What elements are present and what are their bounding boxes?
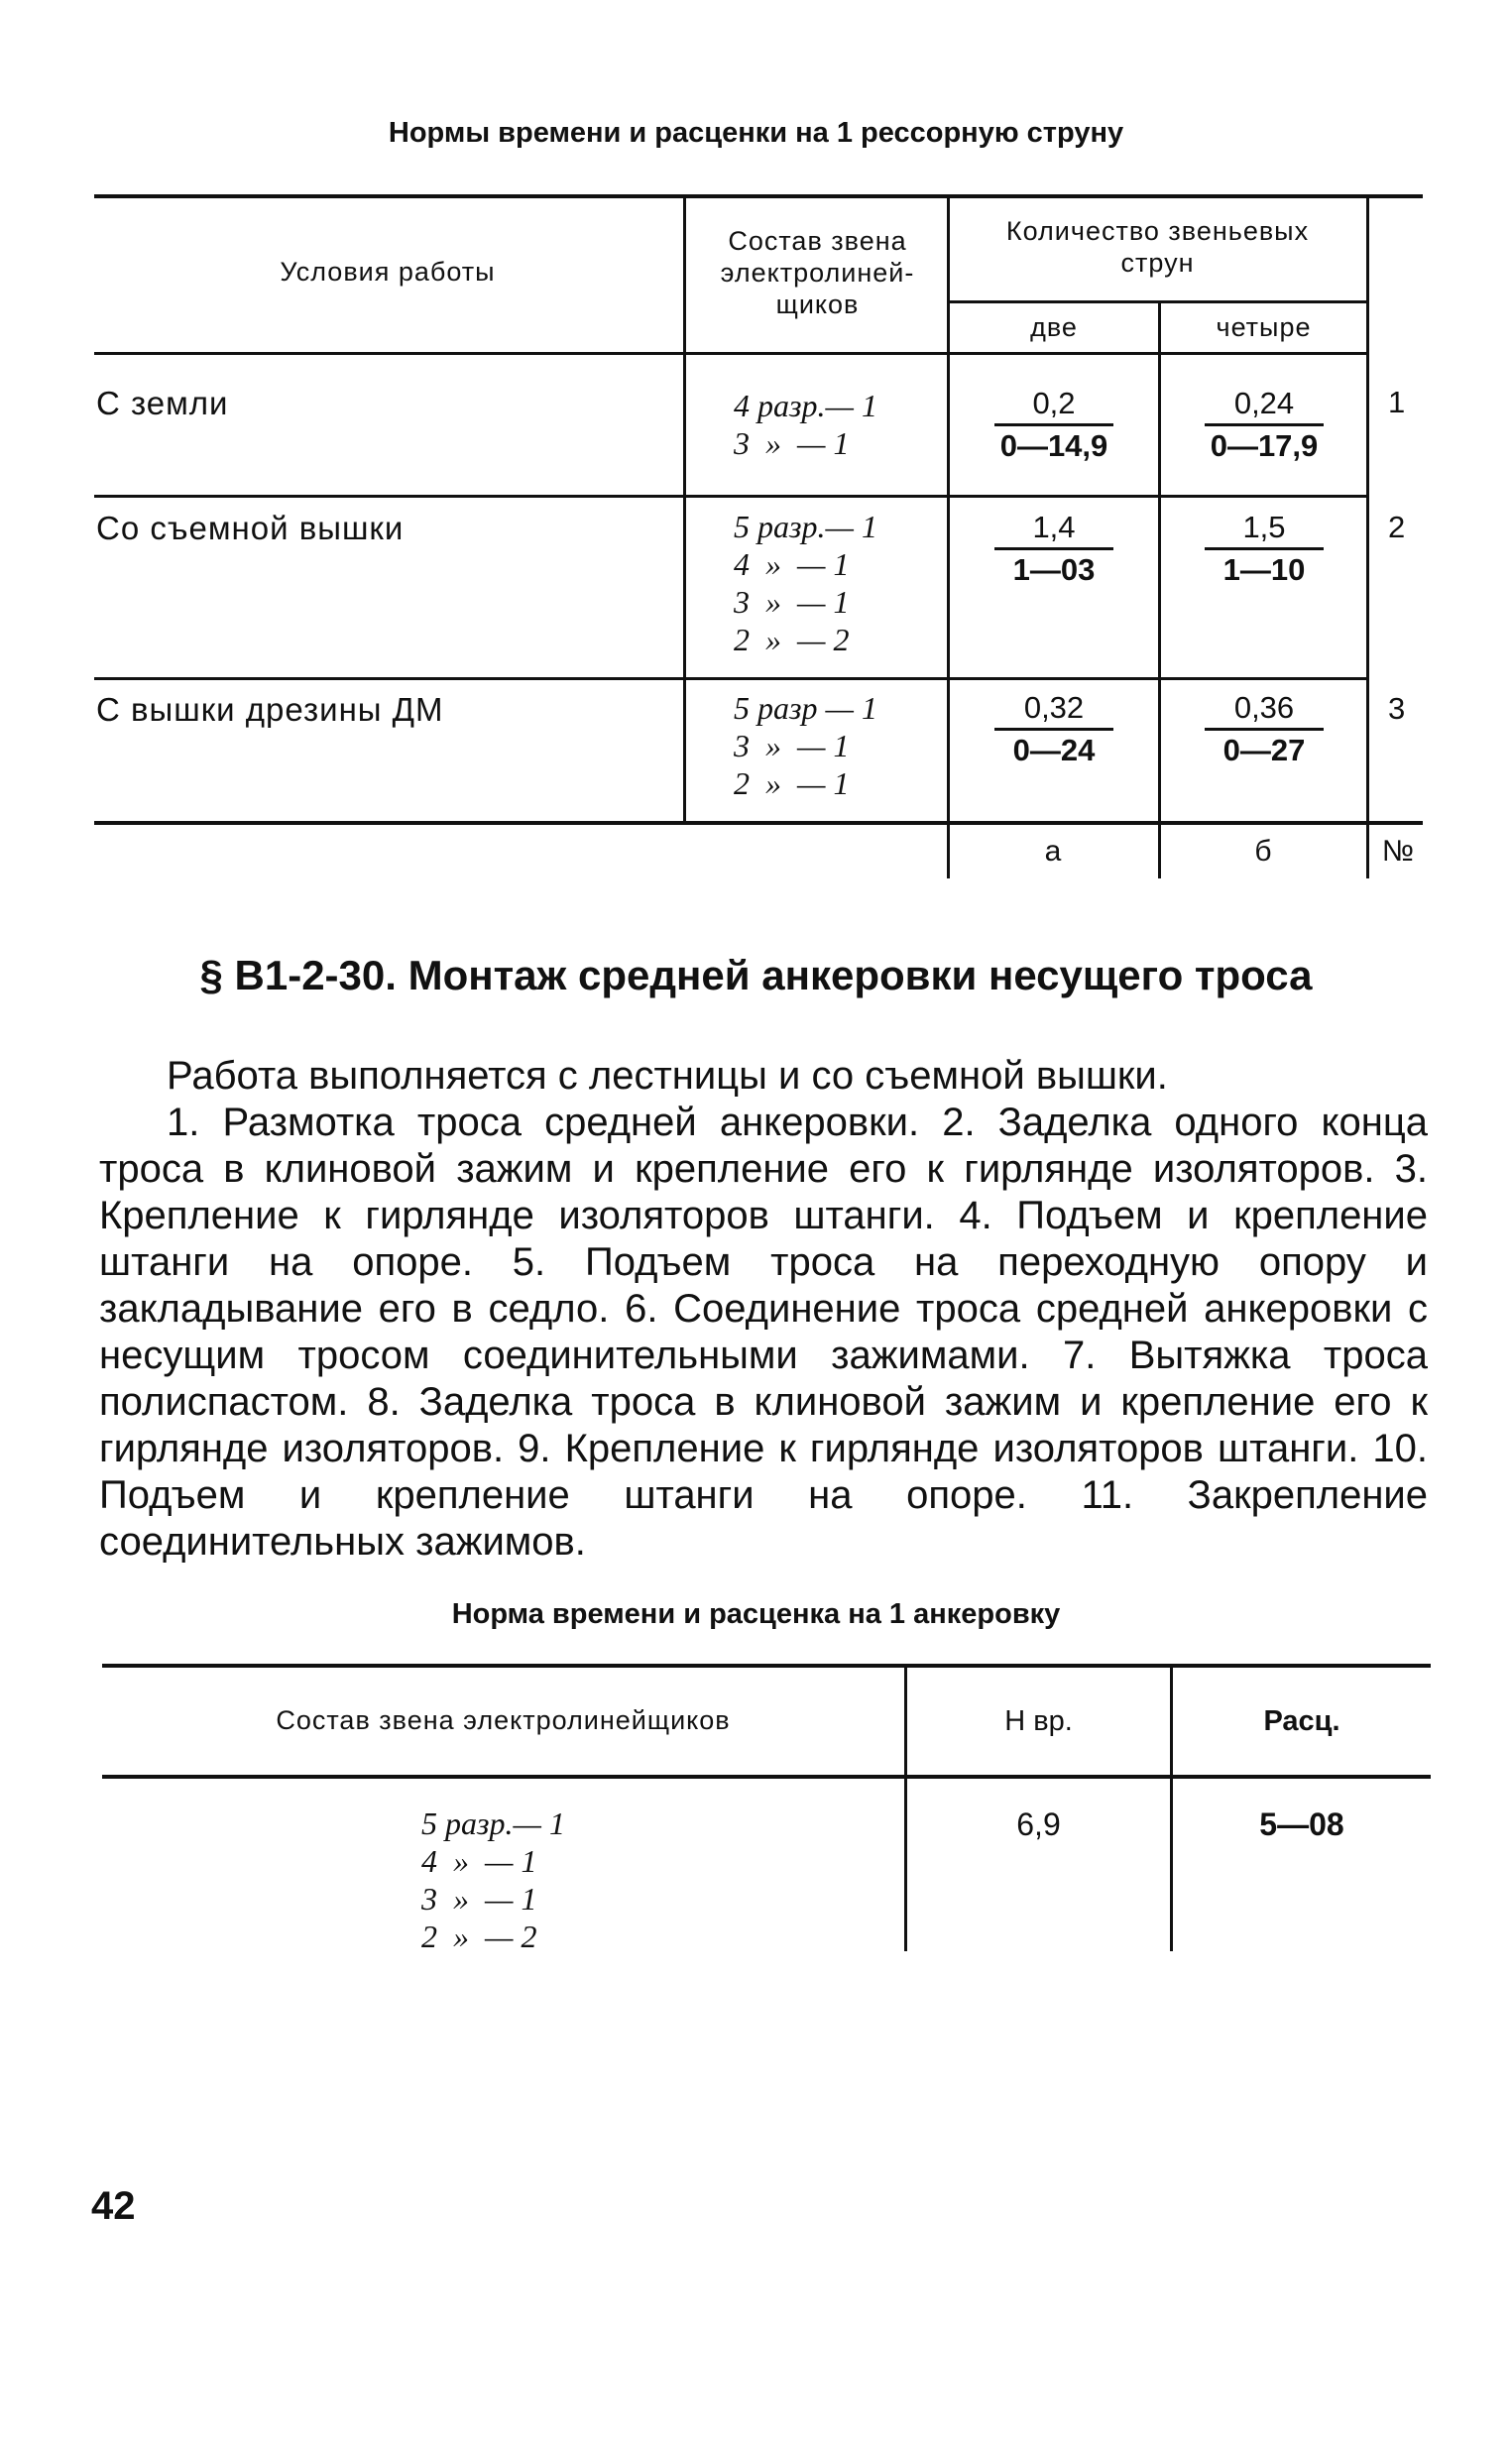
- row-two-value: [994, 690, 1113, 770]
- header-conditions: Условия работы: [280, 257, 496, 287]
- row-two-value: [994, 386, 1113, 466]
- section-steps: 1. Размотка троса средней анкеровки. 2. Заделка одного конца троса в клиновой зажим и крепление его к гирлянде изоляторов. 3. Крепление к гирлянде изоляторов штанги. 4. Подъем и крепление штанги на опоре. 5. Подъем троса на переходную опору и закладывание его в седло. 6. Соединение троса средней анкеровки с несущим тросом соединительными зажимами. 7. Вытяжка троса полиспастом. 8. Заделка троса в клиновой зажим и крепление его к гирлянде изоляторов. 9. Крепление к гирлянде изоляторов штанги. 10. Подъем и крепление штанги на опоре. 11. Закрепление соединительных зажимов.: [99, 1101, 1428, 1564]
- row-four-value: [1205, 386, 1324, 466]
- column-key-b: б: [1254, 835, 1272, 868]
- norm-value: 0,32: [994, 690, 1113, 731]
- rate-value: 0—27: [1222, 733, 1306, 767]
- column-key-a: а: [1044, 835, 1062, 868]
- norm-value: 0,36: [1205, 690, 1324, 731]
- header-four: четыре: [1216, 312, 1312, 342]
- rate-value: 1—10: [1222, 552, 1306, 587]
- header-crew: Состав звена электролиней-щиков: [720, 226, 915, 319]
- page-number: 42: [91, 2184, 136, 2228]
- rate-value: 0—14,9: [999, 428, 1108, 463]
- norm-value: 6,9: [1016, 1806, 1061, 1842]
- row-crew: 5 разр.— 1 4 » — 1 3 » — 1 2 » — 2: [734, 509, 877, 657]
- norm-value: 1,4: [994, 510, 1113, 550]
- row-two-value: [994, 510, 1113, 590]
- row-number: 2: [1388, 510, 1406, 544]
- header-count: Количество звеньевых струн: [1005, 216, 1310, 278]
- row-four-value: [1205, 690, 1324, 770]
- section-intro: Работа выполняется с лестницы и со съемной вышки.: [167, 1054, 1168, 1098]
- table2-caption: Норма времени и расценка на 1 анкеровку: [451, 1598, 1061, 1630]
- row-condition: С земли: [96, 385, 229, 421]
- table1-caption: Нормы времени и расценки на 1 рессорную струну: [388, 117, 1124, 149]
- norm-value: 1,5: [1205, 510, 1324, 550]
- header-crew: Состав звена электролинейщиков: [276, 1705, 731, 1735]
- row-number: 3: [1388, 691, 1406, 726]
- row-number: 1: [1388, 385, 1406, 419]
- row-four-value: [1205, 510, 1324, 590]
- section-body: [99, 1053, 1428, 1566]
- row-crew: 5 разр.— 1 4 » — 1 3 » — 1 2 » — 2: [421, 1805, 565, 1954]
- section-title: § В1-2-30. Монтаж средней анкеровки несущего троса: [199, 952, 1313, 998]
- row-crew: 5 разр — 1 3 » — 1 2 » — 1: [734, 690, 877, 801]
- rate-value: 5—08: [1259, 1806, 1344, 1842]
- norm-value: 0,24: [1205, 386, 1324, 426]
- rate-value: 1—03: [1012, 552, 1096, 587]
- column-key-number: №: [1381, 835, 1415, 868]
- header-two: две: [1030, 312, 1078, 342]
- norm-value: 0,2: [994, 386, 1113, 426]
- row-condition: Со съемной вышки: [96, 510, 405, 546]
- header-rate: Расц.: [1263, 1705, 1340, 1737]
- row-condition: С вышки дрезины ДМ: [96, 691, 444, 728]
- rate-value: 0—17,9: [1210, 428, 1319, 463]
- rate-value: 0—24: [1012, 733, 1096, 767]
- row-crew: 4 разр.— 1 3 » — 1: [734, 388, 877, 461]
- header-norm: Н вр.: [1004, 1705, 1073, 1737]
